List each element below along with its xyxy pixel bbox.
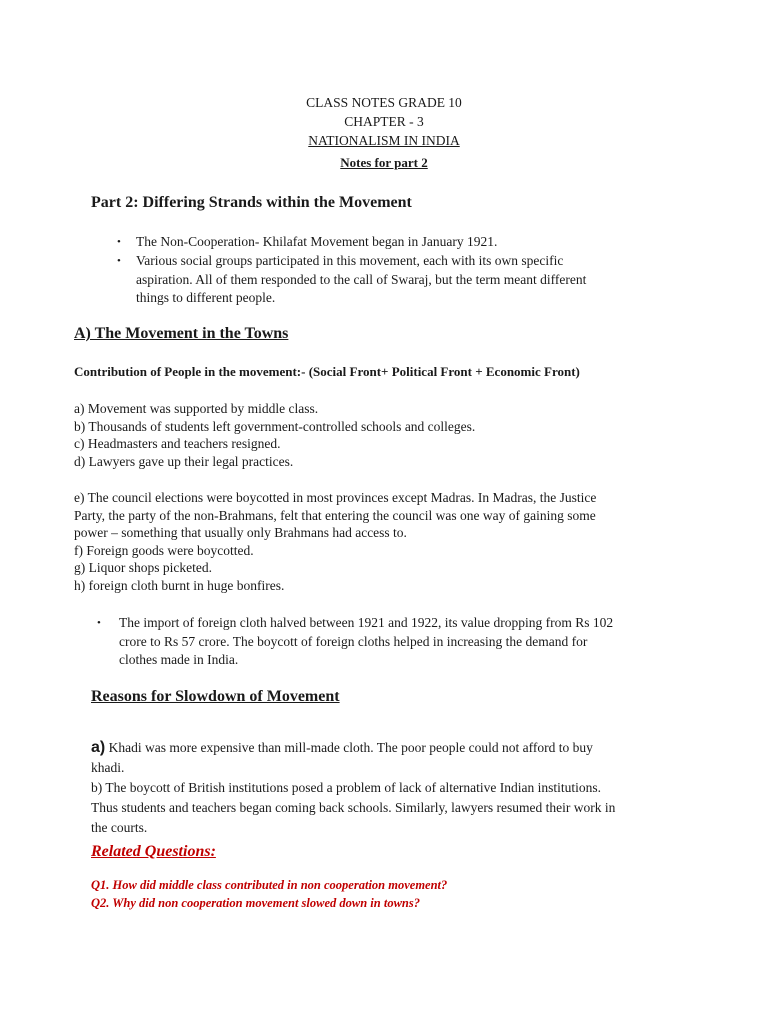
slowdown-a-line1 <box>91 738 711 758</box>
slowdown-a-line2: khadi. <box>91 760 125 775</box>
related-heading: Related Questions: <box>91 843 216 860</box>
bullet-line: aspiration. All of them responded to the call of Swaraj, but the term meant different <box>136 271 587 287</box>
part2-bullet-2 <box>136 252 586 308</box>
bullet-icon: • <box>117 236 121 248</box>
slowdown-body <box>91 738 711 838</box>
list-item: b) Thousands of students left government-controlled schools and colleges. <box>74 418 476 434</box>
part2-heading: Part 2: Differing Strands within the Movement <box>91 194 412 211</box>
list-item: d) Lawyers gave up their legal practices. <box>74 453 294 469</box>
list-item: power – something that usually only Brahmans had access to. <box>74 525 407 541</box>
question-2: Q2. Why did non cooperation movement slowed down in towns? <box>91 896 420 910</box>
towns-bullet <box>119 614 613 670</box>
bullet-icon: • <box>97 617 101 629</box>
towns-list-2 <box>74 489 596 595</box>
doc-title-class: CLASS NOTES GRADE 10 <box>306 95 462 110</box>
list-item: g) Liquor shops picketed. <box>74 560 212 576</box>
list-item: f) Foreign goods were boycotted. <box>74 542 254 558</box>
bullet-icon: • <box>117 255 121 267</box>
list-item: a) Movement was supported by middle class. <box>74 401 319 416</box>
slowdown-a-text: Khadi was more expensive than mill-made cloth. The poor people could not afford to buy <box>108 740 593 755</box>
doc-subtitle-wrap <box>0 155 768 171</box>
list-item: Party, the party of the non-Brahmans, felt that entering the council was one way of gaining some <box>74 507 596 523</box>
slowdown-heading: Reasons for Slowdown of Movement <box>91 688 340 705</box>
slowdown-b-line2: Thus students and teachers began coming back schools. Similarly, lawyers resumed their work in <box>91 800 616 815</box>
slowdown-a-marker: a) <box>91 739 106 756</box>
bullet-line: The Non-Cooperation- Khilafat Movement began in January 1921. <box>136 234 498 249</box>
list-item: c) Headmasters and teachers resigned. <box>74 436 281 452</box>
slowdown-b-line1: b) The boycott of British institutions posed a problem of lack of alternative Indian institutions. <box>91 780 602 795</box>
doc-title-chapter: CHAPTER - 3 <box>344 114 424 129</box>
bullet-line: crore to Rs 57 crore. The boycott of foreign cloths helped in increasing the demand for <box>119 633 588 649</box>
bullet-line: clothes made in India. <box>119 652 239 667</box>
slowdown-b-line3: the courts. <box>91 820 148 835</box>
list-item: h) foreign cloth burnt in huge bonfires. <box>74 577 285 593</box>
doc-title-wrap <box>0 133 768 149</box>
list-item: e) The council elections were boycotted in most provinces except Madras. In Madras, the Justice <box>74 490 597 505</box>
towns-heading: A) The Movement in the Towns <box>74 325 289 342</box>
towns-list-1 <box>74 400 475 470</box>
doc-title-topic: NATIONALISM IN INDIA <box>308 133 460 148</box>
part2-bullet-1 <box>136 233 497 252</box>
doc-subtitle: Notes for part 2 <box>340 155 428 170</box>
bullet-line: Various social groups participated in this movement, each with its own specific <box>136 253 564 268</box>
bullet-line: things to different people. <box>136 290 276 305</box>
question-1: Q1. How did middle class contributed in non cooperation movement? <box>91 878 448 892</box>
towns-subheading: Contribution of People in the movement:- (Social Front+ Political Front + Economic Front) <box>74 364 580 379</box>
bullet-line: The import of foreign cloth halved between 1921 and 1922, its value dropping from Rs 102 <box>119 615 614 630</box>
